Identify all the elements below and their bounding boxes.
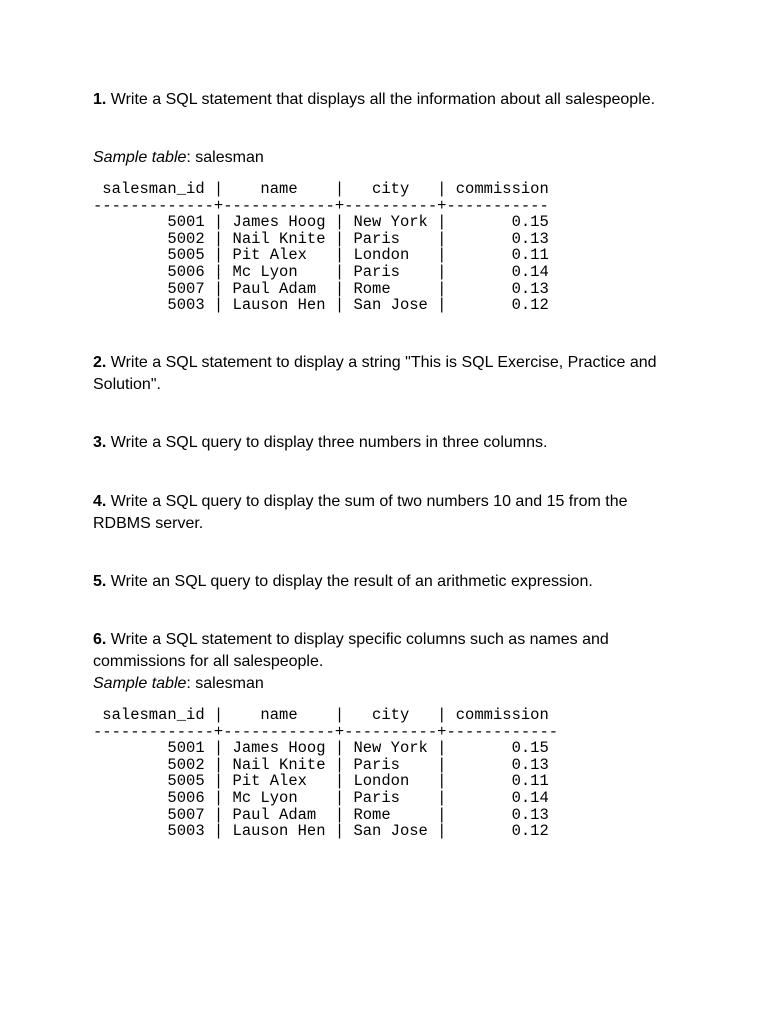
sample-table-label: Sample table [93,149,187,166]
question-text: Write an SQL query to display the result of an arithmetic expression. [106,573,593,590]
table-row: 5002 | Nail Knite | Paris | 0.13 [93,755,549,774]
sample-table-caption-1 [93,147,264,169]
question-number: 1. [93,91,107,108]
table-separator: -------------+------------+----------+----------- [93,196,549,215]
question-number: 2. [93,354,107,371]
question-text: Write a SQL statement to display specific columns such as names and commissions for all salespeople. [93,631,609,670]
sample-table-name: : salesman [186,675,264,692]
table-row: 5007 | Paul Adam | Rome | 0.13 [93,279,549,298]
table-row: 5006 | Mc Lyon | Paris | 0.14 [93,788,549,807]
question-3 [93,432,683,454]
question-6 [93,629,683,673]
table-row: 5005 | Pit Alex | London | 0.11 [93,246,549,265]
question-text: Write a SQL query to display three numbers in three columns. [106,434,548,451]
sample-table-caption-2 [93,673,264,695]
table-header: salesman_id | name | city | commission [93,180,549,198]
question-4 [93,491,683,535]
table-row: 5003 | Lauson Hen | San Jose | 0.12 [93,822,549,841]
question-number: 3. [93,434,107,451]
question-number: 4. [93,493,107,510]
table-row: 5001 | James Hoog | New York | 0.15 [93,213,549,232]
sample-table-name: : salesman [186,149,264,166]
table-separator: -------------+------------+----------+------------ [93,722,559,741]
question-text: Write a SQL statement that displays all the information about all salespeople. [106,91,656,108]
question-number: 6. [93,631,107,648]
table-row: 5005 | Pit Alex | London | 0.11 [93,772,549,791]
question-text: Write a SQL query to display the sum of two numbers 10 and 15 from the RDBMS server. [93,493,628,532]
question-number: 5. [93,573,107,590]
question-2 [93,352,683,396]
sample-table-2 [93,707,558,840]
table-row: 5002 | Nail Knite | Paris | 0.13 [93,229,549,248]
table-row: 5007 | Paul Adam | Rome | 0.13 [93,805,549,824]
question-1 [93,89,683,111]
table-header: salesman_id | name | city | commission [93,706,549,724]
question-text: Write a SQL statement to display a string "This is SQL Exercise, Practice and Solution". [93,354,657,393]
table-row: 5006 | Mc Lyon | Paris | 0.14 [93,262,549,281]
sample-table-1 [93,181,549,314]
table-row: 5003 | Lauson Hen | San Jose | 0.12 [93,296,549,315]
sample-table-label: Sample table [93,675,187,692]
question-5 [93,571,683,593]
table-row: 5001 | James Hoog | New York | 0.15 [93,739,549,758]
